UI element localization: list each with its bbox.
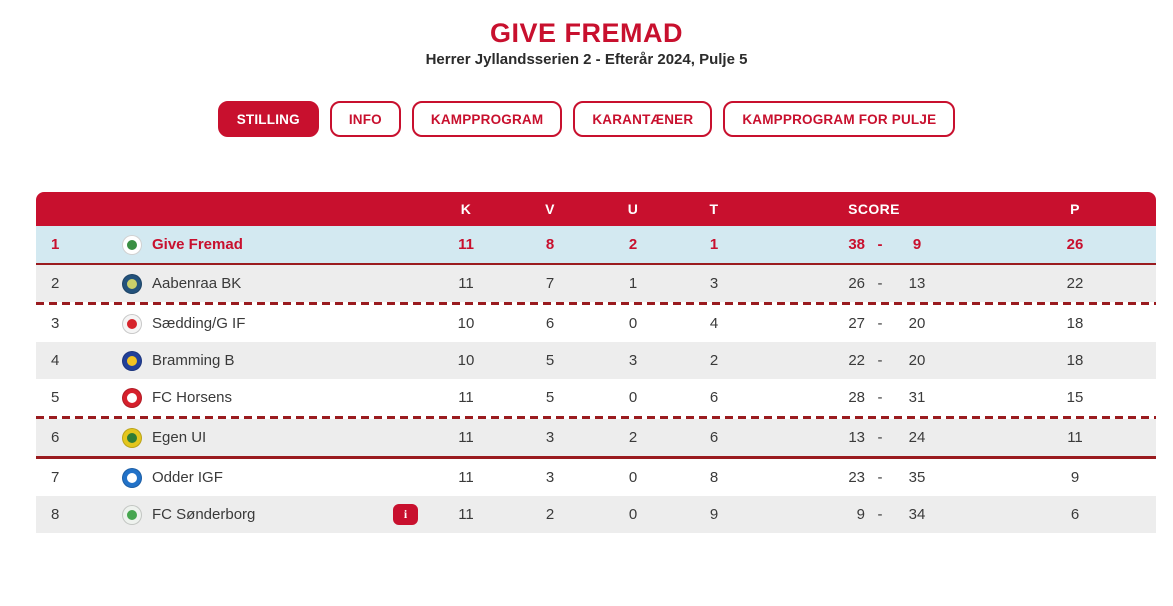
tab-info[interactable]: INFO [330, 101, 401, 137]
score-separator: - [877, 469, 883, 486]
team-crest-icon [122, 235, 142, 255]
losses-cell: 4 [709, 315, 719, 332]
score-home: 38 [848, 236, 865, 253]
standings-table [36, 192, 1156, 533]
column-header-t: T [709, 201, 719, 217]
played-cell: 11 [458, 506, 474, 523]
tab-karant-ner[interactable]: KARANTÆNER [573, 101, 712, 137]
table-row[interactable] [36, 379, 1156, 416]
team-crest-icon [122, 351, 142, 371]
team-crest-core [127, 433, 137, 443]
score-home: 9 [856, 506, 865, 523]
score-separator: - [877, 429, 883, 446]
team-logo-cell [116, 428, 148, 448]
info-icon[interactable]: i [393, 504, 418, 525]
team-crest-core [127, 473, 137, 483]
column-header-score: SCORE [848, 201, 900, 217]
score-home: 28 [848, 389, 865, 406]
rank-cell: 6 [51, 429, 60, 446]
wins-cell: 2 [545, 506, 555, 523]
score-cell [754, 236, 994, 253]
team-cell [148, 315, 424, 332]
score-home: 26 [848, 275, 865, 292]
team-crest-core [127, 319, 137, 329]
team-crest-icon [122, 428, 142, 448]
rank-cell: 2 [51, 275, 60, 292]
losses-cell: 8 [709, 469, 719, 486]
draws-cell: 0 [628, 506, 638, 523]
score-away: 20 [908, 315, 926, 332]
points-cell: 18 [1066, 315, 1084, 332]
points-cell: 15 [1066, 389, 1084, 406]
score-cell [754, 429, 994, 446]
rank-cell: 7 [51, 469, 60, 486]
table-header-row [36, 192, 1156, 226]
column-header-p: P [1070, 201, 1080, 217]
team-crest-core [127, 393, 137, 403]
team-logo-cell [116, 388, 148, 408]
score-separator: - [877, 389, 883, 406]
played-cell: 11 [458, 429, 474, 446]
score-home: 22 [848, 352, 865, 369]
team-crest-icon [122, 468, 142, 488]
team-cell [148, 236, 424, 253]
team-logo-cell [116, 505, 148, 525]
tab-kampprogram[interactable]: KAMPPROGRAM [412, 101, 562, 137]
played-cell: 10 [457, 352, 475, 369]
wins-cell: 3 [545, 469, 555, 486]
team-logo-cell [116, 274, 148, 294]
score-away: 31 [908, 389, 926, 406]
wins-cell: 7 [545, 275, 555, 292]
points-cell: 22 [1066, 275, 1084, 292]
points-cell: 11 [1067, 429, 1083, 446]
team-name: FC Horsens [152, 389, 233, 406]
rank-cell: 3 [51, 315, 60, 332]
table-row[interactable] [36, 419, 1156, 456]
table-row[interactable] [36, 265, 1156, 302]
score-separator: - [877, 352, 883, 369]
losses-cell: 6 [709, 429, 719, 446]
page-title: GIVE FREMAD [489, 18, 683, 48]
losses-cell: 2 [709, 352, 719, 369]
wins-cell: 3 [545, 429, 555, 446]
team-cell [148, 352, 424, 369]
losses-cell: 6 [709, 389, 719, 406]
table-row[interactable] [36, 459, 1156, 496]
team-crest-core [127, 356, 137, 366]
points-cell: 26 [1066, 236, 1084, 253]
score-separator: - [877, 275, 883, 292]
team-name: FC Sønderborg [152, 506, 256, 523]
draws-cell: 2 [628, 429, 638, 446]
score-away: 24 [908, 429, 926, 446]
played-cell: 11 [458, 275, 474, 292]
table-row[interactable] [36, 496, 1156, 533]
score-away: 35 [908, 469, 926, 486]
score-home: 13 [848, 429, 865, 446]
column-header-k: K [460, 201, 472, 217]
wins-cell: 5 [545, 389, 555, 406]
wins-cell: 8 [545, 236, 555, 253]
team-name: Sædding/G IF [152, 315, 246, 332]
wins-cell: 6 [545, 315, 555, 332]
draws-cell: 0 [628, 389, 638, 406]
table-row[interactable] [36, 226, 1156, 263]
team-logo-cell [116, 468, 148, 488]
team-cell [148, 389, 424, 406]
played-cell: 11 [458, 389, 474, 406]
score-cell [754, 275, 994, 292]
draws-cell: 0 [628, 315, 638, 332]
score-cell [754, 352, 994, 369]
rank-cell: 4 [51, 352, 60, 369]
losses-cell: 9 [709, 506, 719, 523]
score-home: 23 [848, 469, 865, 486]
team-crest-icon [122, 505, 142, 525]
score-separator: - [877, 506, 883, 523]
played-cell: 10 [457, 315, 475, 332]
team-crest-core [127, 279, 137, 289]
played-cell: 11 [458, 469, 474, 486]
rank-cell: 8 [51, 506, 60, 523]
team-cell [148, 429, 424, 446]
tab-bar [0, 101, 1173, 137]
score-away: 20 [908, 352, 926, 369]
draws-cell: 2 [628, 236, 638, 253]
column-header-u: U [627, 201, 639, 217]
team-crest-icon [122, 314, 142, 334]
draws-cell: 0 [628, 469, 638, 486]
team-crest-core [127, 510, 137, 520]
team-crest-icon [122, 274, 142, 294]
team-name: Aabenraa BK [152, 275, 242, 292]
losses-cell: 1 [709, 236, 719, 253]
team-name: Give Fremad [152, 236, 243, 253]
score-cell [754, 389, 994, 406]
score-home: 27 [848, 315, 865, 332]
played-cell: 11 [458, 236, 474, 253]
draws-cell: 1 [628, 275, 638, 292]
rank-cell: 1 [51, 236, 60, 253]
team-cell [148, 504, 424, 525]
team-crest-core [127, 240, 137, 250]
score-cell [754, 469, 994, 486]
team-logo-cell [116, 235, 148, 255]
team-cell [148, 469, 424, 486]
score-separator: - [877, 315, 883, 332]
tab-kampprogram-for-pulje[interactable]: KAMPPROGRAM FOR PULJE [723, 101, 955, 137]
standings-page [0, 18, 1173, 533]
score-separator: - [877, 236, 883, 253]
score-cell [754, 506, 994, 523]
page-subtitle: Herrer Jyllandsserien 2 - Efterår 2024, Pulje 5 [425, 51, 748, 68]
losses-cell: 3 [709, 275, 719, 292]
score-away: 9 [912, 236, 922, 253]
score-cell [754, 315, 994, 332]
points-cell: 9 [1070, 469, 1080, 486]
team-name: Egen UI [152, 429, 207, 446]
team-logo-cell [116, 351, 148, 371]
wins-cell: 5 [545, 352, 555, 369]
tab-stilling[interactable]: STILLING [218, 101, 319, 137]
team-cell [148, 275, 424, 292]
score-away: 13 [908, 275, 926, 292]
table-body [36, 226, 1156, 533]
table-row[interactable] [36, 305, 1156, 342]
points-cell: 6 [1070, 506, 1080, 523]
draws-cell: 3 [628, 352, 638, 369]
score-away: 34 [908, 506, 926, 523]
team-logo-cell [116, 314, 148, 334]
team-name: Odder IGF [152, 469, 223, 486]
points-cell: 18 [1066, 352, 1084, 369]
team-crest-icon [122, 388, 142, 408]
table-row[interactable] [36, 342, 1156, 379]
team-name: Bramming B [152, 352, 235, 369]
rank-cell: 5 [51, 389, 60, 406]
column-header-v: V [545, 201, 555, 217]
